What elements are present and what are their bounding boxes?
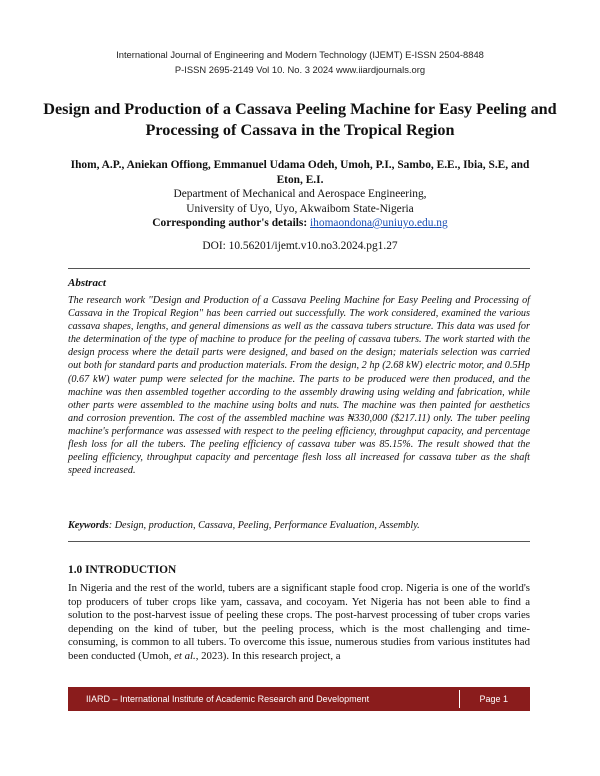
keywords-text: : Design, production, Cassava, Peeling, Performance Evaluation, Assembly. <box>108 520 420 531</box>
footer-page-number: Page 1 <box>479 694 508 704</box>
journal-header-line2: P-ISSN 2695-2149 Vol 10. No. 3 2024 www.iiardjournals.org <box>174 64 426 75</box>
corresponding-author <box>60 216 540 231</box>
affiliation-block <box>60 187 540 231</box>
abstract-bottom-rule <box>68 541 530 542</box>
intro-text-start: In Nigeria and the rest of the world, tubers are a significant staple food crop. Nigeria is one of the world's top producers of tuber crops like yam, cassava, and cocoyam. Yet Nigeria has not been able to find a solution to the post-harvest issue of peeling these crops. The post-harvest processing of tuber crops varies depending on the kind of tuber, but the peeling process, which is the most challenging and time-consuming, is common to all tubers. To overcome this issue, numerous studies from various institutes had been conducted (Umoh, <box>68 582 530 662</box>
journal-header <box>0 47 600 77</box>
abstract-body: The research work ''Design and Production of a Cassava Peeling Machine for Easy Peeling and Processing of Cassava in the Tropical Region'' has been carried out successfully. The work considered, examined the various cassava shapes, lengths, and general dimensions as well as the cassava tubers structure. This data was used for the determination of the type of machine to produce for the peeling of cassava tubers. The work started with the design process where the detail parts were designed, and based on the design; materials selection was carried out both for standard parts and production materials. From the design, 2 hp (2.68 kW) electric motor, and 0.5Hp (0.67 kW) water pump were selected for the machine. The parts to be produced were then produced, and the machine was then assembled together according to the assembly drawing using welding and fabrication, while other parts were assembled to the machine using bolts and nuts. The machine was then painted for aesthetics and corrosion prevention. The cost of the assembled machine was ₦330,000 ($217.11) only. The tuber peeling machine's performance was assessed with respect to the peeling efficiency, throughput capacity, and percentage flesh loss for all the tubers. The peeling efficiency of cassava tuber was 85.15%. The result showed that the peeling efficiency, throughput capacity and percentage flesh loss all increased for cassava tuber as the shaft speed increased. <box>68 295 530 477</box>
doi: DOI: 10.56201/ijemt.v10.no3.2024.pg1.27 <box>202 240 398 252</box>
abstract-top-rule <box>68 268 530 269</box>
footer-institute: IIARD – International Institute of Academic Research and Development <box>86 694 370 704</box>
footer-bar <box>68 687 530 711</box>
journal-header-line1: International Journal of Engineering and Modern Technology (IJEMT) E-ISSN 2504-8848 <box>116 49 484 60</box>
intro-paragraph <box>68 582 530 664</box>
corresponding-email-link[interactable]: ihomaondona@uniuyo.edu.ng <box>310 217 448 229</box>
corresponding-separator: : <box>303 217 311 229</box>
paper-title: Design and Production of a Cassava Peeling Machine for Easy Peeling and Processing of Cassava in the Tropical Region <box>43 100 557 139</box>
affiliation-university: University of Uyo, Uyo, Akwaibom State-Nigeria <box>186 202 414 215</box>
intro-text-end: , 2023). In this research project, a <box>195 649 341 662</box>
corresponding-label: Corresponding author's details <box>152 217 304 229</box>
keywords-label: Keywords <box>68 520 109 531</box>
footer-divider <box>459 690 460 708</box>
author-list: Ihom, A.P., Aniekan Offiong, Emmanuel Udama Odeh, Umoh, P.I., Sambo, E.E., Ibia, S.E, and Eton, E.I. <box>70 159 530 186</box>
keywords-line <box>68 520 530 531</box>
abstract-heading: Abstract <box>68 277 106 289</box>
affiliation-department: Department of Mechanical and Aerospace Engineering, <box>173 188 427 200</box>
intro-heading: 1.0 INTRODUCTION <box>68 564 177 576</box>
intro-text-etal: et al. <box>174 649 196 662</box>
